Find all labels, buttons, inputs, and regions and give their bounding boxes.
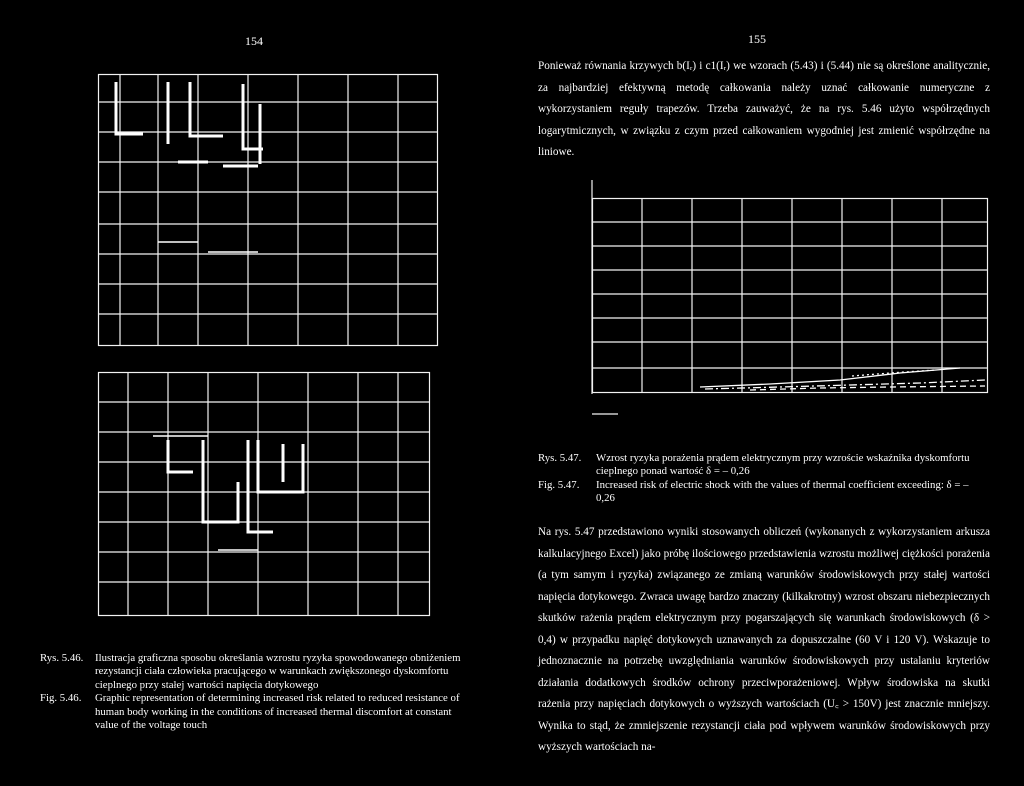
right-page-number: 155 — [748, 32, 766, 46]
figure-546-caption-en — [40, 692, 472, 732]
figure-546-caption-pl — [40, 652, 472, 692]
paragraph-text: Ponieważ równania krzywych b(Iᵣ) i c1(Iᵣ) we wzorach (5.43) i (5.44) nie są określone analitycznie, za najbardziej efektywną metodę całkowania należy uznać całkowanie numeryczne z wykorzystaniem reguły trapezów. Trzeba zauważyć, że na rys. 5.46 użyto współrzędnych logarytmicznych, w związku z czym przed całkowaniem wygodniej jest zmienić współrzędne na liniowe. — [538, 60, 990, 158]
figure-547-plot — [590, 180, 990, 420]
figure-547-text-pl: Wzrost ryzyka porażenia prądem elektrycznym przy wzroście wskaźnika dyskomfortu cieplnego ponad wartość δ = – 0,26 — [596, 452, 970, 478]
figure-547-caption-pl — [538, 452, 990, 479]
figure-546-lower-plot — [98, 372, 430, 616]
figure-546-caption — [40, 652, 472, 732]
figure-546-label-pl: Rys. 5.46. — [40, 652, 84, 664]
right-paragraph-2 — [538, 522, 990, 759]
right-paragraph-1 — [538, 56, 990, 164]
figure-547-label-en: Fig. 5.47. — [538, 478, 580, 491]
figure-547-caption — [538, 452, 990, 506]
left-page-number: 154 — [245, 34, 263, 48]
figure-546-text-en: Graphic representation of determining increased risk related to reduced resistance of human body working in the conditions of increased thermal discomfort at constant value of the voltage touch — [95, 692, 460, 732]
figure-546-text-pl: Ilustracja graficzna sposobu określania wzrostu ryzyka spowodowanego obniżeniem rezystancji ciała człowieka pracującego w warunkach zwiększonego dyskomfortu cieplnego przy stałej wartości napięcia dotykowego — [95, 652, 461, 691]
figure-546-upper-plot — [98, 74, 438, 346]
figure-547-caption-en — [538, 479, 990, 506]
paragraph-text: Na rys. 5.47 przedstawiono wyniki stosowanych obliczeń (wykonanych z wykorzystaniem arkusza kalkulacyjnego Excel) jako próbę ilościowego przedstawienia wzrostu możliwej ciężkości porażenia (a tym samym i ryzyka) związanego ze zmianą warunków środowiskowych przy stałej wartości napięcia dotykowego. Zwraca uwagę bardzo znaczny (kilkakrotny) wzrost obszaru niebezpiecznych skutków rażenia prądem elektrycznym przy pogarszających się warunkach środowiskowych (δ > 0,4) w przypadku napięć dotykowych uznawanych za dopuszczalne (60 V i 120 V). Wskazuje to jednoznacznie na potrzebę uwzględniania warunków środowiskowych przy ustalaniu kryteriów działania dodatkowych środków ochrony przeciwporażeniowej. Wpływ środowiska na skutki rażenia przy napięciach dotykowych o wyższych wartościach (U꜀ > 150V) jest znacznie mniejszy. Wynika to stąd, że zmniejszenie rezystancji ciała pod wpływem warunków środowiskowych przy wyższych wartościach na- — [538, 526, 990, 753]
figure-546-label-en: Fig. 5.46. — [40, 692, 82, 705]
figure-547-text-en: Increased risk of electric shock with the values of thermal coefficient exceeding: δ = – 0,26 — [596, 478, 969, 505]
figure-547-label-pl: Rys. 5.47. — [538, 452, 582, 464]
